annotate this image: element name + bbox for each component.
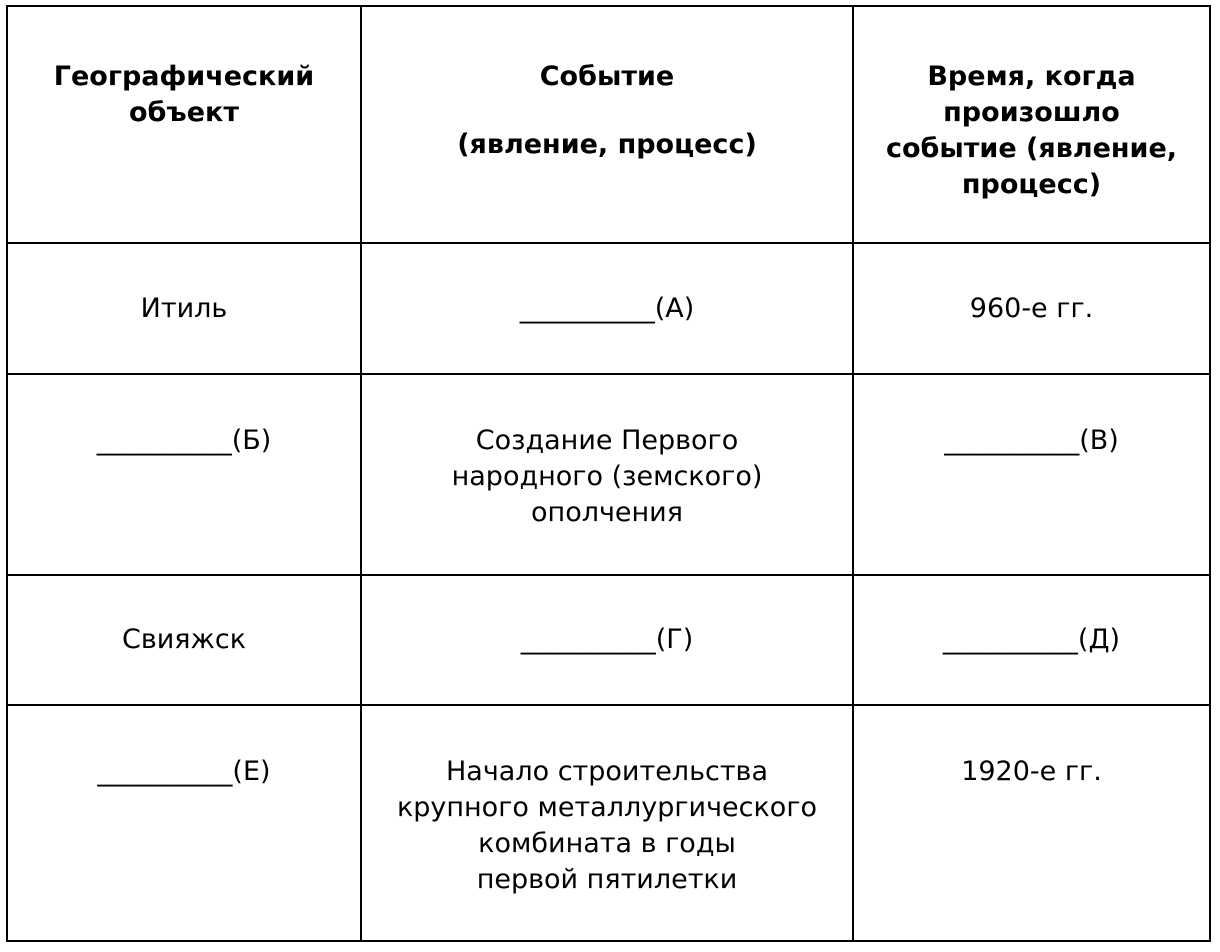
header-time: Время, когда произошло событие (явление, процесс): [853, 6, 1210, 243]
cell-event-blank: __________(Г): [361, 575, 853, 705]
cell-time-blank: __________(В): [853, 374, 1210, 575]
cell-event-blank: __________(А): [361, 243, 853, 374]
table-row: [7, 374, 1210, 575]
cell-time: 1920-е гг.: [853, 705, 1210, 941]
cell-object: Свияжск: [7, 575, 361, 705]
header-event-subtitle: (явление, процесс): [457, 129, 757, 160]
cell-event: Создание Первого народного (земского) ополчения: [361, 374, 853, 575]
table-row: [7, 243, 1210, 374]
header-geographic-object: Географический объект: [7, 6, 361, 243]
cell-object-blank: __________(Б): [7, 374, 361, 575]
table-row: [7, 575, 1210, 705]
header-event-title: Событие: [539, 61, 675, 92]
history-table: [6, 5, 1211, 942]
table-row: [7, 705, 1210, 941]
cell-object-blank: __________(Е): [7, 705, 361, 941]
cell-object: Итиль: [7, 243, 361, 374]
cell-event: Начало строительства крупного металлургического комбината в годы первой пятилетки: [361, 705, 853, 941]
cell-time-blank: __________(Д): [853, 575, 1210, 705]
header-row: [7, 6, 1210, 243]
header-event: [361, 6, 853, 243]
cell-time: 960-е гг.: [853, 243, 1210, 374]
